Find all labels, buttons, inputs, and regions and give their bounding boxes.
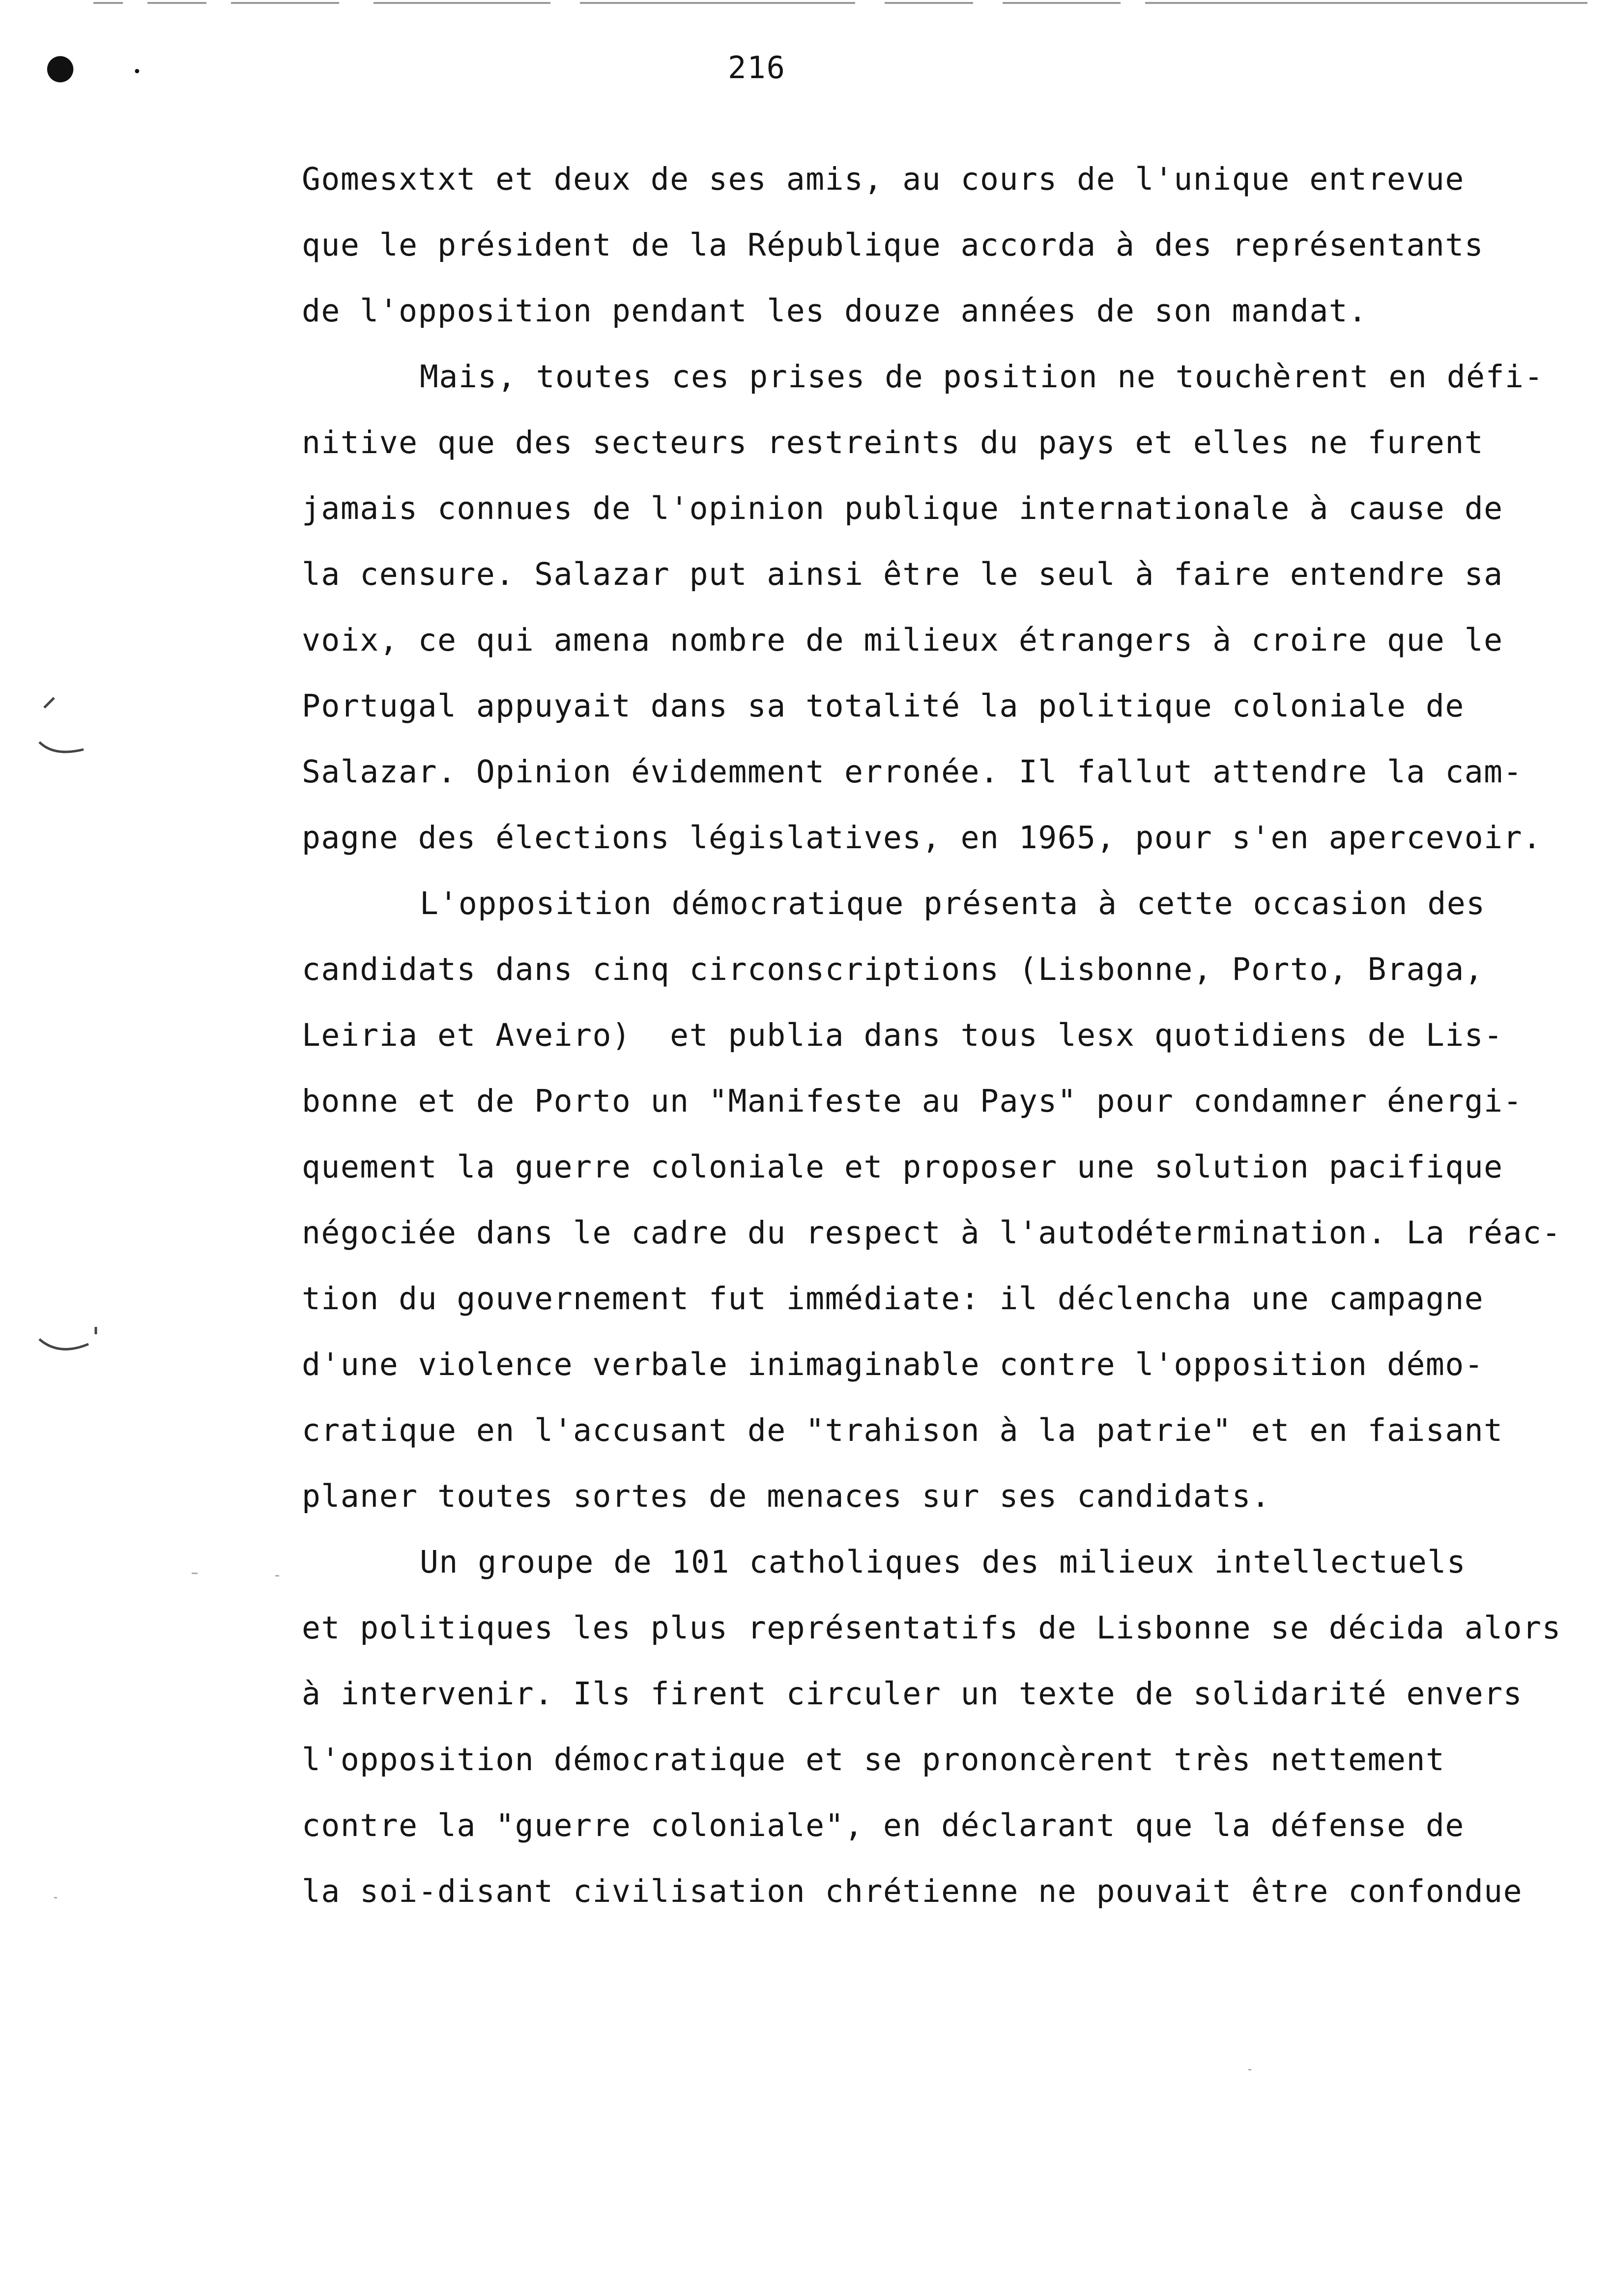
scan-top-edge (0, 0, 1612, 8)
margin-bracket-mark (34, 693, 88, 762)
text-line: tion du gouvernement fut immédiate: il déclencha une campagne (302, 1281, 1484, 1317)
binding-tick-mark: • (133, 63, 142, 81)
text-line: planer toutes sortes de menaces sur ses candidats. (302, 1478, 1271, 1514)
text-line: nitive que des secteurs restreints du pays et elles ne furent (302, 425, 1484, 460)
page-number: 216 (728, 50, 786, 86)
scan-speck (192, 1573, 198, 1574)
text-line: Un groupe de 101 catholiques des milieux intellectuels (420, 1544, 1467, 1580)
margin-bracket-mark (34, 1322, 98, 1366)
text-line: de l'opposition pendant les douze années de son mandat. (302, 293, 1368, 329)
binding-dot-mark: ● (45, 46, 76, 86)
text-line: Salazar. Opinion évidemment erronée. Il fallut attendre la cam- (302, 754, 1523, 790)
text-line: et politiques les plus représentatifs de Lisbonne se décida alors (302, 1610, 1561, 1646)
text-line: à intervenir. Ils firent circuler un texte de solidarité envers (302, 1676, 1523, 1712)
text-line: candidats dans cinq circonscriptions (Lisbonne, Porto, Braga, (302, 951, 1484, 987)
text-line: d'une violence verbale inimaginable contre l'opposition démo- (302, 1347, 1484, 1382)
text-line: quement la guerre coloniale et proposer une solution pacifique (302, 1149, 1503, 1185)
text-line: la soi-disant civilisation chrétienne ne pouvait être confondue (302, 1873, 1523, 1909)
text-line: la censure. Salazar put ainsi être le seul à faire entendre sa (302, 556, 1503, 592)
text-line: jamais connues de l'opinion publique internationale à cause de (302, 490, 1503, 526)
text-line: voix, ce qui amena nombre de milieux étrangers à croire que le (302, 622, 1503, 658)
body-text (302, 146, 1580, 1924)
text-line: que le président de la République accorda à des représentants (302, 227, 1484, 263)
text-line: négociée dans le cadre du respect à l'autodétermination. La réac- (302, 1215, 1561, 1251)
text-line: l'opposition démocratique et se prononcèrent très nettement (302, 1742, 1445, 1778)
scan-speck (275, 1575, 279, 1577)
text-line: Portugal appuyait dans sa totalité la politique coloniale de (302, 688, 1465, 724)
text-line: Leiria et Aveiro) et publia dans tous lesx quotidiens de Lis- (302, 1017, 1503, 1053)
scan-speck (54, 1897, 57, 1898)
text-line: Gomesxtxt et deux de ses amis, au cours de l'unique entrevue (302, 161, 1465, 197)
text-line: pagne des élections législatives, en 1965, pour s'en apercevoir. (302, 820, 1542, 856)
text-line: contre la "guerre coloniale", en déclarant que la défense de (302, 1808, 1465, 1843)
text-line: cratique en l'accusant de "trahison à la patrie" et en faisant (302, 1412, 1503, 1448)
scan-speck (1248, 2069, 1251, 2070)
text-line: L'opposition démocratique présenta à cette occasion des (420, 886, 1486, 921)
text-line: Mais, toutes ces prises de position ne touchèrent en défi- (420, 359, 1544, 395)
text-line: bonne et de Porto un "Manifeste au Pays" pour condamner énergi- (302, 1083, 1523, 1119)
